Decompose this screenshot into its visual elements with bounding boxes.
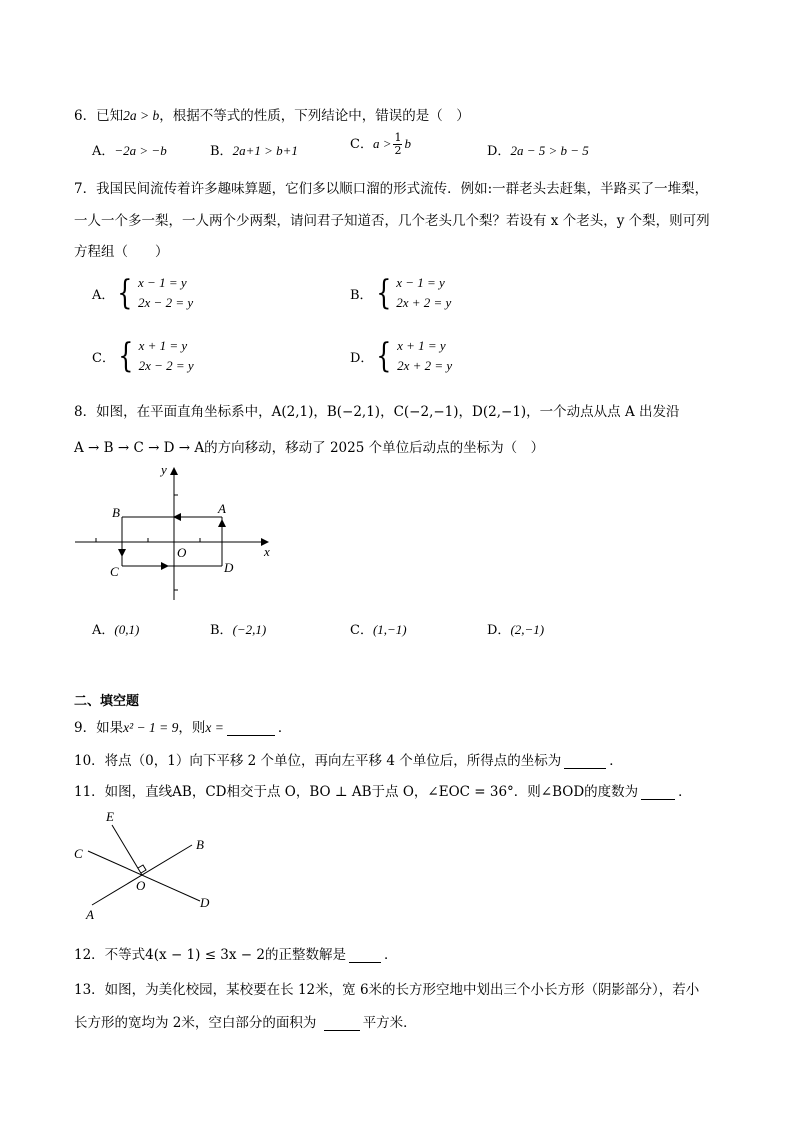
option-label: D． — [350, 350, 374, 366]
brace-icon: { — [375, 273, 391, 313]
equation-2: 2x − 2 = y — [138, 295, 194, 310]
label-b: B — [196, 837, 204, 852]
option-expr: (0,1) — [114, 622, 140, 637]
equation-2: 2x − 2 = y — [138, 358, 194, 373]
q12 — [74, 943, 397, 963]
label-o: O — [177, 545, 187, 560]
q9-variable: x = — [205, 720, 224, 735]
brace-icon: { — [118, 336, 134, 376]
equation-system — [350, 336, 452, 376]
option-expr-tail: b — [404, 136, 411, 151]
equation-1: x − 1 = y — [396, 275, 445, 290]
label-e: E — [106, 809, 114, 824]
q12-end: ． — [383, 947, 398, 963]
label-c: C — [110, 564, 119, 579]
q6-condition: 2a > b — [123, 108, 160, 123]
q6-option-c[interactable] — [350, 132, 411, 157]
q9-answer-blank[interactable] — [227, 722, 275, 736]
fraction — [393, 132, 402, 157]
q13-unit: 平方米． — [362, 1015, 417, 1031]
line-cd — [88, 851, 200, 901]
section-title: 二、填空题 — [74, 693, 140, 708]
option-label: A． — [92, 144, 115, 159]
option-expr: (−2,1) — [232, 622, 267, 637]
option-label: B． — [210, 623, 233, 638]
q6-stem-suffix: ，根据不等式的性质，下列结论中，错误的是（ ） — [159, 108, 470, 124]
label-y: y — [161, 462, 167, 477]
label-o: O — [136, 878, 146, 893]
q11-text: 11．如图，直线AB，CD相交于点 O，BO ⊥ AB于点 O，∠EOC = 36°．则∠BOD的度数为 — [74, 784, 639, 800]
q8-option-b[interactable] — [210, 619, 266, 638]
q7-line-1: 7．我国民间流传着许多趣味算题，它们多以顺口溜的形式流传．例如:一群老头去赶集，半路买了一堆梨， — [74, 181, 709, 197]
q6-stem-prefix: 6．已知 — [74, 108, 124, 124]
q12-text: 12．不等式4(x − 1) ≤ 3x − 2的正整数解是 — [74, 947, 346, 963]
q13-line-1: 13．如图，为美化校园，某校要在长 12米，宽 6米的长方形空地中划出三个小长方形（阴影部分），若小 — [74, 982, 700, 998]
option-expr: a > — [372, 136, 392, 151]
q13-text: 长方形的宽均为 2米，空白部分的面积为 — [74, 1015, 317, 1031]
equation-2: 2x + 2 = y — [397, 358, 453, 373]
equation-1: x + 1 = y — [138, 338, 188, 353]
label-b: B — [112, 505, 120, 520]
equation-system — [350, 273, 451, 313]
q7-option-d[interactable] — [350, 336, 452, 376]
q11-end: ． — [678, 784, 692, 800]
q10-answer-blank[interactable] — [564, 755, 606, 769]
q7-line-2: 一人一个多一梨，一人两个少两梨，请问君子知道否，几个老头几个梨？若设有 x 个老头，y 个梨，则可列 — [74, 213, 710, 229]
option-label: C． — [350, 137, 373, 152]
fraction-numerator: 1 — [394, 131, 402, 144]
q9-end: ． — [277, 720, 292, 736]
right-angle-mark — [138, 865, 146, 873]
q8-coordinate-figure — [70, 460, 285, 605]
option-expr: −2a > −b — [114, 143, 167, 158]
q9-mid: ，则 — [178, 720, 206, 736]
option-label: B． — [350, 287, 373, 303]
q8-line-2: A → B → C → D → A的方向移动，移动了 2025 个单位后动点的坐标为（ ） — [74, 440, 545, 456]
q10-end: ． — [609, 753, 623, 769]
label-x: x — [264, 544, 270, 559]
q10 — [74, 749, 623, 769]
q11-answer-blank[interactable] — [641, 786, 675, 800]
equation-1: x − 1 = y — [138, 275, 187, 290]
q13-line-2 — [74, 1011, 417, 1031]
option-label: B． — [210, 144, 233, 159]
label-d: D — [224, 560, 234, 575]
label-d: D — [200, 895, 210, 910]
q10-text: 10．将点（0，1）向下平移 2 个单位，再向左平移 4 个单位后，所得点的坐标为 — [74, 753, 562, 769]
option-label: C． — [350, 623, 373, 638]
line-oe — [112, 825, 142, 875]
fraction-denominator: 2 — [394, 144, 402, 157]
brace-icon: { — [376, 336, 392, 376]
q6-stem — [74, 104, 470, 124]
option-expr: (2,−1) — [510, 622, 545, 637]
label-a: A — [218, 501, 226, 516]
option-label: C． — [92, 350, 115, 366]
q7-option-b[interactable] — [350, 273, 451, 313]
x-ticks — [96, 538, 222, 542]
option-label: A． — [92, 623, 115, 638]
option-label: D． — [487, 623, 511, 638]
q9-prefix: 9．如果 — [74, 720, 124, 736]
q8-line-1: 8．如图，在平面直角坐标系中，A(2,1)，B(−2,1)，C(−2,−1)，D(2,−1)，一个动点从点 A 出发沿 — [74, 404, 680, 420]
q11-angle-figure — [70, 805, 220, 925]
option-label: D． — [487, 144, 511, 159]
q12-answer-blank[interactable] — [349, 949, 381, 963]
option-expr: 2a − 5 > b − 5 — [510, 143, 589, 158]
label-a: A — [86, 907, 94, 922]
q6-option-d[interactable] — [487, 140, 589, 159]
q8-option-a[interactable] — [92, 619, 139, 638]
label-c: C — [74, 846, 83, 861]
q7-option-c[interactable] — [92, 336, 194, 376]
q7-line-3: 方程组（ ） — [74, 244, 169, 260]
q9-equation: x² − 1 = 9 — [123, 720, 179, 735]
q11 — [74, 780, 692, 800]
q9 — [74, 716, 291, 736]
q6-option-a[interactable] — [92, 140, 167, 159]
equation-2: 2x + 2 = y — [396, 295, 452, 310]
option-expr: 2a+1 > b+1 — [232, 143, 298, 158]
brace-icon: { — [117, 273, 133, 313]
equation-1: x + 1 = y — [397, 338, 446, 353]
q13-answer-blank[interactable] — [324, 1017, 360, 1031]
equation-system — [92, 336, 194, 376]
q8-option-c[interactable] — [350, 619, 407, 638]
option-label: A． — [92, 287, 115, 303]
option-expr: (1,−1) — [372, 622, 407, 637]
q6-option-b[interactable] — [210, 140, 298, 159]
equation-system — [92, 273, 193, 313]
q7-option-a[interactable] — [92, 273, 193, 313]
q8-option-d[interactable] — [487, 619, 544, 638]
